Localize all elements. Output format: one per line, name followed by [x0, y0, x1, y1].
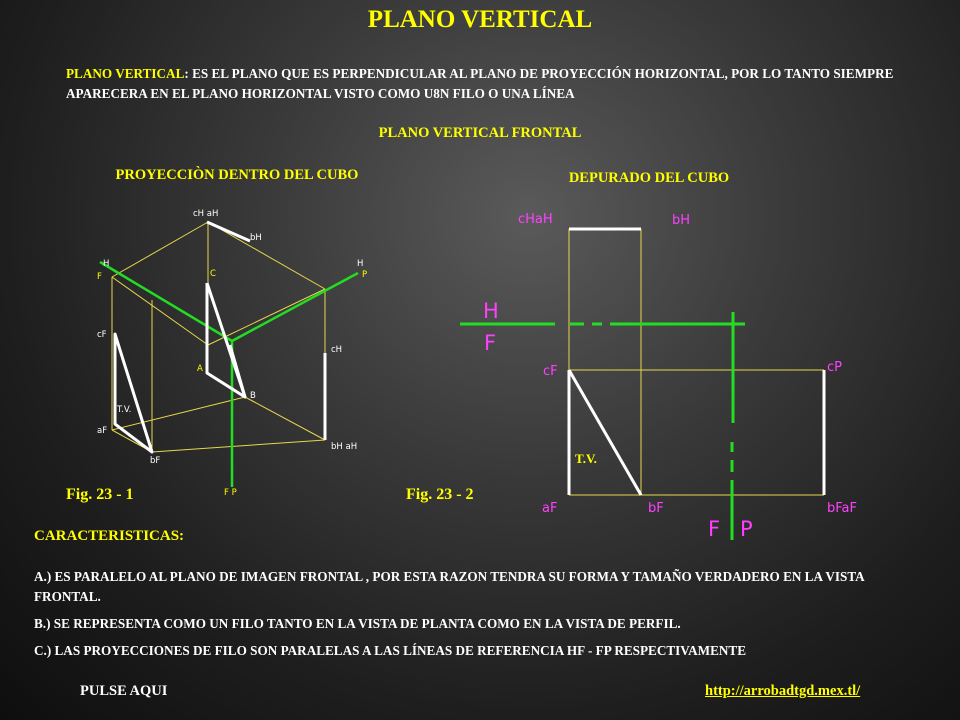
fig2-label-tv: T.V.	[575, 451, 597, 466]
fig1-caption: Fig. 23 - 1	[66, 486, 134, 503]
fig2-label-cf: cF	[543, 364, 558, 379]
pulse-aqui-button[interactable]: PULSE AQUI	[80, 683, 168, 699]
fig2-label-bf: bF	[648, 501, 664, 516]
characteristic-item-a: A.) ES PARALELO AL PLANO DE IMAGEN FRONTAL , POR ESTA RAZON TENDRA SU FORMA Y TAMAÑO VERDADERO EN LA VISTA FRONTAL.	[34, 569, 864, 604]
fig2-label-bh: bH	[672, 213, 691, 228]
definition-text: : ES EL PLANO QUE ES PERPENDICULAR AL PLANO DE PROYECCIÓN HORIZONTAL, POR LO TANTO SIEMPRE APARECERA EN EL PLANO HORIZONTAL VISTO COMO U8N FILO O UNA LÍNEA	[66, 66, 894, 101]
fig1-label-bhah: bH aH	[331, 442, 358, 452]
fig2-heading: DEPURADO DEL CUBO	[568, 170, 730, 186]
section-subtitle: PLANO VERTICAL FRONTAL	[378, 125, 582, 141]
depurado-edges	[569, 229, 824, 495]
cube-edges	[112, 222, 325, 452]
fig2-label-h: H	[483, 299, 499, 323]
fig1-label-bh: bH	[250, 233, 262, 243]
plane-projections	[115, 222, 325, 452]
fig1-label-bf: bF	[150, 456, 161, 466]
fig2-label-cp: cP	[827, 360, 842, 375]
fig1-label-chah: cH aH	[193, 209, 219, 219]
fig1-label-af: aF	[97, 426, 108, 436]
fig1-cube-diagram	[97, 209, 367, 498]
characteristic-item-c: C.) LAS PROYECCIONES DE FILO SON PARALELAS A LAS LÍNEAS DE REFERENCIA HF - FP RESPECTIVAMENTE	[34, 643, 747, 658]
fig1-label-ch: cH	[331, 345, 343, 355]
fig1-label-c: C	[210, 269, 216, 279]
fig1-label-h-left: H	[103, 259, 110, 269]
fig2-label-f: F	[484, 331, 497, 355]
characteristic-item-b: B.) SE REPRESENTA COMO UN FILO TANTO EN LA VISTA DE PLANTA COMO EN LA VISTA DE PERFIL.	[34, 616, 681, 631]
fig2-label-fp-f: F	[708, 517, 721, 541]
fig2-label-fp-p: P	[740, 517, 753, 541]
fig1-label-tv: T.V.	[117, 405, 132, 415]
fig1-heading: PROYECCIÒN DENTRO DEL CUBO	[115, 167, 359, 183]
depurado-plane	[569, 229, 824, 495]
fig1-label-b: B	[250, 391, 256, 401]
definition-term: PLANO VERTICAL	[66, 66, 185, 81]
fig1-label-h-right: H	[357, 259, 364, 269]
website-link[interactable]: http://arrobadtgd.mex.tl/	[705, 683, 861, 699]
characteristics-heading: CARACTERISTICAS:	[34, 528, 185, 544]
fig2-label-af: aF	[542, 501, 558, 516]
fig1-label-cf: cF	[97, 330, 107, 340]
fig1-label-fp: F P	[224, 488, 237, 498]
fig2-depurado-diagram	[460, 212, 857, 541]
fig1-label-p-right: P	[362, 270, 368, 280]
fig2-label-chah: cHaH	[518, 212, 553, 227]
fig2-caption: Fig. 23 - 2	[406, 486, 474, 503]
fig1-label-a: A	[197, 364, 203, 374]
fig2-label-bfaf: bFaF	[827, 501, 857, 516]
page-title: PLANO VERTICAL	[367, 6, 593, 33]
fig1-label-f-left: F	[97, 272, 102, 282]
